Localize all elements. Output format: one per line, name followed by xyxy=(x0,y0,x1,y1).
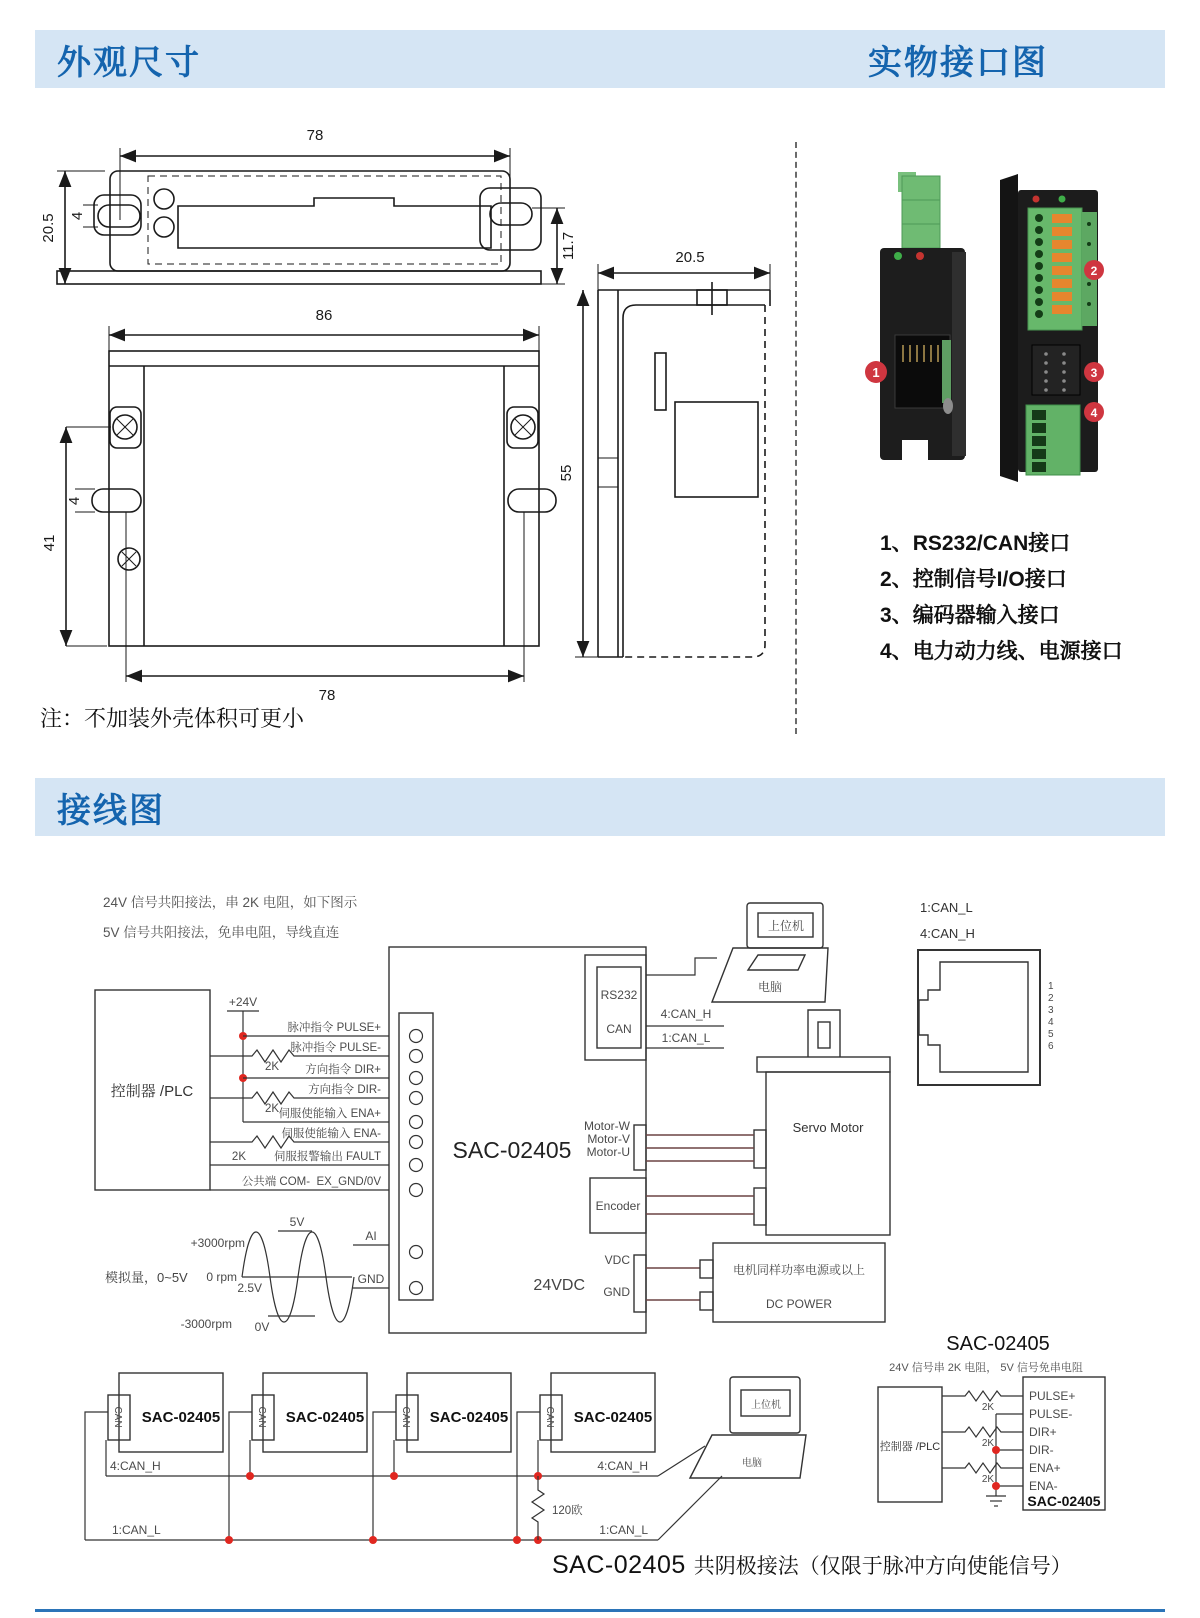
v24dc-label: 24VDC xyxy=(533,1277,585,1294)
wiring-caption xyxy=(552,1550,1072,1580)
interface-photos xyxy=(840,150,1180,495)
drawing-front-view xyxy=(41,307,556,704)
svg-text:2: 2 xyxy=(1048,993,1054,1004)
svg-text:AI: AI xyxy=(365,1229,377,1243)
dim-front-width: 86 xyxy=(315,307,333,324)
svg-text:GND: GND xyxy=(603,1285,630,1299)
legend-item: 3、编码器输入接口 xyxy=(880,604,1060,627)
svg-text:+24V: +24V xyxy=(228,995,258,1009)
svg-text:电脑: 电脑 xyxy=(757,980,783,994)
svg-text:VDC: VDC xyxy=(604,1253,630,1267)
svg-text:CAN: CAN xyxy=(544,1406,555,1428)
svg-text:DIR-: DIR- xyxy=(1029,1443,1054,1457)
section-divider xyxy=(795,142,797,734)
photo-marker-3 xyxy=(1084,362,1104,382)
wiring-note-1: 24V 信号共阳接法，串 2K 电阻，如下图示 xyxy=(103,895,358,910)
svg-text:3: 3 xyxy=(1048,1005,1054,1016)
sig-pulse-p: 脉冲指令 PULSE+ xyxy=(287,1022,381,1034)
section-title-interface: 实物接口图 xyxy=(868,43,1048,82)
dimension-drawings xyxy=(35,100,805,720)
svg-text:CAN: CAN xyxy=(606,1022,632,1036)
photo-marker-2 xyxy=(1084,260,1104,280)
svg-text:ENA+: ENA+ xyxy=(1029,1461,1061,1475)
dim-front-bottom: 78 xyxy=(318,687,336,704)
detail-title: SAC-02405 xyxy=(946,1333,1050,1355)
photo-marker-4 xyxy=(1084,402,1104,422)
outline-note: 注：不加装外壳体积可更小 xyxy=(40,706,305,731)
legend-item: 1、RS232/CAN接口 xyxy=(880,532,1071,555)
svg-text:0V: 0V xyxy=(254,1320,270,1334)
sig-fault: 伺服报警输出 FAULT xyxy=(273,1151,381,1163)
svg-text:CAN: CAN xyxy=(400,1406,411,1428)
svg-text:0 rpm: 0 rpm xyxy=(206,1270,237,1284)
svg-text:DC POWER: DC POWER xyxy=(766,1297,832,1311)
analog-label: 模拟量，0~5V xyxy=(105,1270,188,1285)
svg-text:DIR+: DIR+ xyxy=(1029,1425,1057,1439)
sig-dir-n: 方向指令 DIR- xyxy=(308,1084,381,1096)
motor-connections xyxy=(584,1119,754,1233)
svg-text:电脑: 电脑 xyxy=(742,1458,762,1469)
rail-24v xyxy=(227,995,259,1122)
svg-text:电机同样功率电源或以上: 电机同样功率电源或以上 xyxy=(732,1263,866,1277)
canl-label: 1:CAN_L xyxy=(661,1031,711,1045)
svg-text:SAC-02405: SAC-02405 xyxy=(429,1409,509,1426)
svg-text:SAC-02405: SAC-02405 xyxy=(141,1409,221,1426)
svg-text:2: 2 xyxy=(1090,264,1098,278)
terminator-label: 120欧 xyxy=(552,1505,583,1517)
servo-motor xyxy=(754,1010,890,1235)
photo-marker-1 xyxy=(865,361,887,383)
sig-ena-n: 伺服使能输入 ENA- xyxy=(281,1128,381,1140)
section-title-outline: 外观尺寸 xyxy=(57,43,201,82)
svg-text:2K: 2K xyxy=(981,1474,995,1485)
drawing-side-view xyxy=(558,249,770,657)
device-photo-side xyxy=(1000,174,1104,482)
svg-text:4: 4 xyxy=(1090,406,1098,420)
detail-device-label: SAC-02405 xyxy=(1027,1493,1101,1509)
caption-model: SAC-02405 xyxy=(552,1551,686,1579)
sig-pulse-n: 脉冲指令 PULSE- xyxy=(290,1042,381,1054)
svg-text:2.5V: 2.5V xyxy=(237,1281,262,1295)
section-title-wiring: 接线图 xyxy=(57,791,165,830)
svg-text:CAN: CAN xyxy=(256,1406,267,1428)
svg-text:4:CAN_H: 4:CAN_H xyxy=(597,1459,648,1473)
svg-text:PULSE-: PULSE- xyxy=(1029,1407,1073,1421)
dim-front-slot: 4 xyxy=(66,496,83,506)
can-chain xyxy=(85,1373,806,1544)
legend-item: 2、控制信号I/O接口 xyxy=(880,568,1067,591)
svg-text:5: 5 xyxy=(1048,1029,1054,1040)
dim-top-slot: 4 xyxy=(69,211,86,221)
svg-text:3: 3 xyxy=(1090,366,1098,380)
svg-text:+3000rpm: +3000rpm xyxy=(190,1236,245,1250)
resistor-2k: 2K xyxy=(231,1151,246,1163)
footer-rule xyxy=(35,1609,1165,1612)
svg-text:4:CAN_H: 4:CAN_H xyxy=(920,926,975,941)
svg-text:ENA-: ENA- xyxy=(1029,1479,1058,1493)
analog-input xyxy=(105,1215,389,1334)
svg-text:上位机: 上位机 xyxy=(751,1400,781,1411)
svg-text:1: 1 xyxy=(1048,981,1054,992)
driver-label: SAC-02405 xyxy=(452,1137,572,1163)
rj45-pinout xyxy=(918,900,1054,1085)
svg-text:Motor-W: Motor-W xyxy=(584,1119,630,1133)
svg-text:6: 6 xyxy=(1048,1041,1054,1052)
dim-side-width: 20.5 xyxy=(675,249,705,266)
drawing-top-view xyxy=(40,127,577,284)
svg-text:Motor-U: Motor-U xyxy=(586,1145,630,1159)
svg-text:上位机: 上位机 xyxy=(767,919,805,933)
svg-text:2K: 2K xyxy=(981,1402,995,1413)
dim-side-height: 55 xyxy=(558,464,575,482)
dim-top-width: 78 xyxy=(306,127,324,144)
svg-text:SAC-02405: SAC-02405 xyxy=(573,1409,653,1426)
svg-text:4:CAN_H: 4:CAN_H xyxy=(110,1459,161,1473)
svg-text:Motor-V: Motor-V xyxy=(587,1132,630,1146)
rs232-can-port xyxy=(585,955,724,1060)
sig-dir-p: 方向指令 DIR+ xyxy=(305,1064,381,1076)
common-cathode-detail xyxy=(878,1333,1105,1510)
svg-text:PULSE+: PULSE+ xyxy=(1029,1389,1076,1403)
svg-text:-3000rpm: -3000rpm xyxy=(180,1317,232,1331)
svg-text:SAC-02405: SAC-02405 xyxy=(285,1409,365,1426)
svg-text:Encoder: Encoder xyxy=(595,1199,641,1213)
svg-text:CAN: CAN xyxy=(112,1406,123,1428)
legend-item: 4、电力动力线、电源接口 xyxy=(880,640,1123,663)
caption-text: 共阴极接法（仅限于脉冲方向使能信号） xyxy=(693,1555,1072,1578)
svg-text:Servo Motor: Servo Motor xyxy=(792,1120,864,1135)
svg-text:GND: GND xyxy=(357,1272,385,1286)
svg-text:1:CAN_L: 1:CAN_L xyxy=(112,1523,161,1537)
host-laptop xyxy=(712,903,828,1002)
dim-front-height: 41 xyxy=(41,534,58,552)
sig-ena-p: 伺服使能输入 ENA+ xyxy=(278,1108,381,1120)
interface-legend xyxy=(880,526,1123,670)
svg-text:1: 1 xyxy=(872,365,880,380)
wiring-note-2: 5V 信号共阳接法，免串电阻，导线直连 xyxy=(103,925,340,940)
wiring-diagram xyxy=(0,850,1200,1550)
svg-text:RS232: RS232 xyxy=(600,988,638,1002)
svg-text:控制器 /PLC: 控制器 /PLC xyxy=(110,1083,194,1100)
svg-text:4: 4 xyxy=(1048,1017,1054,1028)
dim-top-height: 20.5 xyxy=(40,213,57,243)
svg-text:1:CAN_L: 1:CAN_L xyxy=(920,900,973,915)
section-banner-wiring xyxy=(35,778,1165,836)
svg-text:2K: 2K xyxy=(981,1438,995,1449)
signal-lines xyxy=(210,1020,389,1190)
plc-box xyxy=(95,990,210,1190)
sig-com: 公共端 COM- EX_GND/0V xyxy=(241,1176,381,1188)
detail-subtitle: 24V 信号串 2K 电阻， 5V 信号免串电阻 xyxy=(889,1362,1083,1374)
svg-text:5V: 5V xyxy=(289,1215,305,1229)
resistor-2k: 2K xyxy=(264,1061,280,1073)
section-banner-top xyxy=(35,30,1165,88)
device-photo-front xyxy=(865,172,966,462)
svg-text:控制器 /PLC: 控制器 /PLC xyxy=(879,1441,941,1453)
power-connections xyxy=(533,1243,885,1322)
svg-text:1:CAN_L: 1:CAN_L xyxy=(599,1523,648,1537)
chain-laptop xyxy=(690,1377,806,1478)
dim-top-inner: 11.7 xyxy=(560,231,577,261)
canh-label: 4:CAN_H xyxy=(660,1007,712,1021)
resistor-2k: 2K xyxy=(264,1103,280,1115)
